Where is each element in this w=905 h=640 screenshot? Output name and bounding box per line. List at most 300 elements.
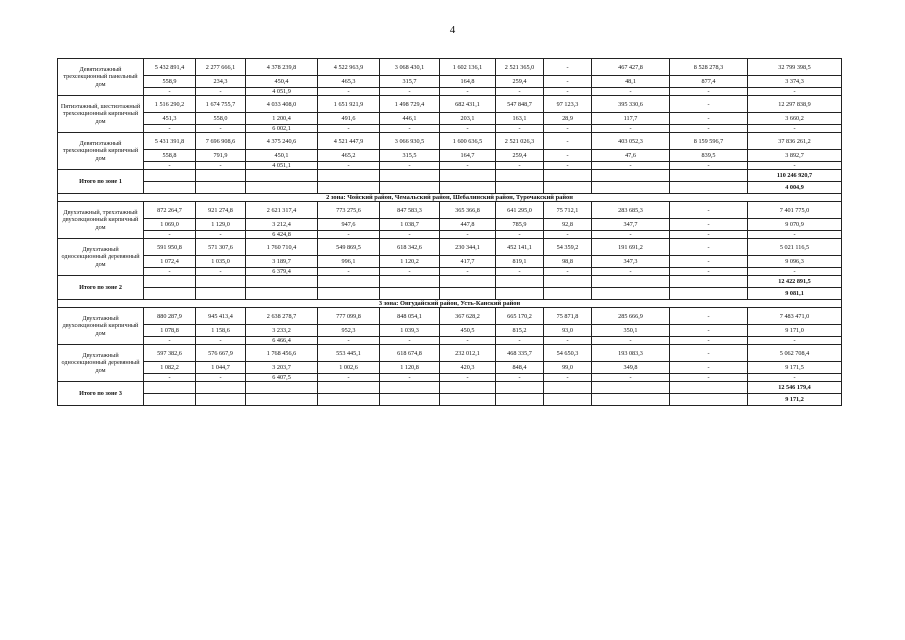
table-cell: 283 685,3	[592, 202, 670, 219]
table-cell: 1 768 456,6	[246, 345, 318, 362]
table-cell: -	[670, 202, 748, 219]
table-cell: -	[544, 374, 592, 382]
empty-cell	[592, 288, 670, 300]
table-cell: 558,0	[196, 113, 246, 125]
table-row	[58, 268, 842, 276]
table-cell: -	[196, 88, 246, 96]
table-cell: 163,1	[496, 113, 544, 125]
empty-cell	[670, 170, 748, 182]
empty-cell	[592, 394, 670, 406]
empty-cell	[440, 182, 496, 194]
table-cell: -	[670, 345, 748, 362]
table-cell: 1 082,2	[144, 362, 196, 374]
table-cell: -	[670, 239, 748, 256]
table-cell: 848,4	[496, 362, 544, 374]
table-row	[58, 362, 842, 374]
table-cell: 1 200,4	[246, 113, 318, 125]
table-cell: -	[670, 96, 748, 113]
table-cell: 1 760 710,4	[246, 239, 318, 256]
table-cell: -	[544, 162, 592, 170]
table-cell: 365 366,8	[440, 202, 496, 219]
empty-cell	[144, 394, 196, 406]
table-cell: -	[592, 125, 670, 133]
table-cell: -	[440, 374, 496, 382]
table-cell: -	[318, 268, 380, 276]
empty-cell	[380, 288, 440, 300]
table-cell: -	[544, 76, 592, 88]
table-cell: 1 158,6	[196, 325, 246, 337]
table-cell: 848 054,1	[380, 308, 440, 325]
empty-cell	[196, 394, 246, 406]
zone-header: 3 зона: Онгудайский район, Усть-Канский район	[58, 300, 842, 308]
table-row	[58, 345, 842, 362]
building-type-label: Двухэтажный односекционный деревянный дом	[58, 345, 144, 382]
zone-total-cost: 12 546 179,4	[748, 382, 842, 394]
table-cell: 839,5	[670, 150, 748, 162]
table-cell: -	[380, 337, 440, 345]
table-cell: 947,6	[318, 219, 380, 231]
empty-cell	[144, 276, 196, 288]
table-cell: -	[144, 268, 196, 276]
table-cell: 450,4	[246, 76, 318, 88]
table-cell: 450,5	[440, 325, 496, 337]
table-cell: 791,9	[196, 150, 246, 162]
table-cell: -	[380, 162, 440, 170]
table-cell: 3 233,2	[246, 325, 318, 337]
table-cell: 491,6	[318, 113, 380, 125]
table-row	[58, 239, 842, 256]
table-cell: -	[670, 268, 748, 276]
table-cell: 7 401 775,0	[748, 202, 842, 219]
empty-cell	[380, 382, 440, 394]
empty-cell	[196, 170, 246, 182]
zone-total-row	[58, 394, 842, 406]
table-cell: 75 871,8	[544, 308, 592, 325]
table-cell: 93,0	[544, 325, 592, 337]
table-cell: 315,5	[380, 150, 440, 162]
table-cell: 1 039,3	[380, 325, 440, 337]
table-row	[58, 59, 842, 76]
table-cell: -	[440, 268, 496, 276]
table-cell: 349,8	[592, 362, 670, 374]
zone-total-per-sqm: 9 081,1	[748, 288, 842, 300]
table-cell: -	[318, 162, 380, 170]
table-cell: 547 848,7	[496, 96, 544, 113]
zone-header-row	[58, 194, 842, 202]
table-row	[58, 325, 842, 337]
building-type-label: Девятиэтажный трехсекционный кирпичный дом	[58, 133, 144, 170]
empty-cell	[380, 182, 440, 194]
table-cell: -	[670, 256, 748, 268]
table-row	[58, 76, 842, 88]
table-cell: 7 696 908,6	[196, 133, 246, 150]
table-cell: 665 170,2	[496, 308, 544, 325]
empty-cell	[318, 288, 380, 300]
table-cell: 641 295,0	[496, 202, 544, 219]
table-cell: -	[496, 125, 544, 133]
table-cell: -	[592, 374, 670, 382]
table-row	[58, 150, 842, 162]
table-cell: 6 424,8	[246, 231, 318, 239]
table-row	[58, 219, 842, 231]
table-cell: 468 335,7	[496, 345, 544, 362]
table-cell: 785,9	[496, 219, 544, 231]
table-cell: 98,8	[544, 256, 592, 268]
zone-total-per-sqm: 4 004,9	[748, 182, 842, 194]
table-cell: 1 120,8	[380, 362, 440, 374]
table-cell: -	[544, 59, 592, 76]
table-cell: -	[380, 231, 440, 239]
table-cell: -	[496, 88, 544, 96]
table-cell: 877,4	[670, 76, 748, 88]
table-cell: -	[670, 231, 748, 239]
empty-cell	[196, 182, 246, 194]
table-cell: 4 051,1	[246, 162, 318, 170]
table-cell: 28,9	[544, 113, 592, 125]
zone-total-row	[58, 170, 842, 182]
empty-cell	[246, 182, 318, 194]
table-cell: 847 583,3	[380, 202, 440, 219]
table-cell: 232 012,1	[440, 345, 496, 362]
empty-cell	[496, 382, 544, 394]
empty-cell	[670, 394, 748, 406]
table-cell: 2 638 278,7	[246, 308, 318, 325]
table-cell: 5 062 708,4	[748, 345, 842, 362]
table-cell: 819,1	[496, 256, 544, 268]
table-cell: 450,1	[246, 150, 318, 162]
table-cell: 6 466,4	[246, 337, 318, 345]
table-cell: 230 344,1	[440, 239, 496, 256]
empty-cell	[440, 288, 496, 300]
table-cell: 9 070,9	[748, 219, 842, 231]
table-cell: 164,8	[440, 76, 496, 88]
table-cell: -	[440, 125, 496, 133]
table-cell: -	[544, 88, 592, 96]
empty-cell	[440, 276, 496, 288]
empty-cell	[496, 394, 544, 406]
table-cell: -	[544, 125, 592, 133]
table-cell: 47,6	[592, 150, 670, 162]
empty-cell	[318, 394, 380, 406]
table-row	[58, 374, 842, 382]
table-cell: -	[748, 268, 842, 276]
empty-cell	[440, 170, 496, 182]
empty-cell	[196, 382, 246, 394]
empty-cell	[380, 394, 440, 406]
table-cell: 9 171,0	[748, 325, 842, 337]
table-cell: 1 516 290,2	[144, 96, 196, 113]
building-type-label: Девятиэтажный трехсекционный панельный дом	[58, 59, 144, 96]
table-cell: -	[544, 268, 592, 276]
table-cell: 8 528 278,3	[670, 59, 748, 76]
table-cell: 3 374,3	[748, 76, 842, 88]
empty-cell	[246, 288, 318, 300]
empty-cell	[496, 288, 544, 300]
table-cell: -	[592, 231, 670, 239]
table-row	[58, 125, 842, 133]
table-cell: 97 123,3	[544, 96, 592, 113]
table-cell: -	[496, 231, 544, 239]
table-cell: 4 051,9	[246, 88, 318, 96]
table-cell: -	[318, 125, 380, 133]
table-cell: 6 407,5	[246, 374, 318, 382]
table-cell: 1 674 755,7	[196, 96, 246, 113]
table-cell: 1 602 136,1	[440, 59, 496, 76]
table-cell: -	[496, 374, 544, 382]
zone-total-per-sqm: 9 171,2	[748, 394, 842, 406]
table-cell: 5 021 116,5	[748, 239, 842, 256]
zone-total-row	[58, 276, 842, 288]
table-cell: 37 836 261,2	[748, 133, 842, 150]
table-cell: -	[670, 374, 748, 382]
table-cell: 3 068 430,1	[380, 59, 440, 76]
table-cell: -	[592, 88, 670, 96]
building-type-label: Пятиэтажный, шестиэтажный трехсекционный кирпичный дом	[58, 96, 144, 133]
table-cell: 1 038,7	[380, 219, 440, 231]
table-cell: 872 264,7	[144, 202, 196, 219]
table-cell: -	[144, 125, 196, 133]
table-cell: 1 072,4	[144, 256, 196, 268]
table-cell: 4 375 240,6	[246, 133, 318, 150]
table-cell: 467 427,8	[592, 59, 670, 76]
table-cell: 420,3	[440, 362, 496, 374]
table-cell: -	[670, 308, 748, 325]
empty-cell	[318, 170, 380, 182]
table-cell: 8 159 596,7	[670, 133, 748, 150]
table-row	[58, 113, 842, 125]
empty-cell	[318, 276, 380, 288]
table-cell: 5 431 391,8	[144, 133, 196, 150]
table-cell: 54 650,3	[544, 345, 592, 362]
table-cell: -	[670, 219, 748, 231]
table-cell: 347,7	[592, 219, 670, 231]
empty-cell	[496, 182, 544, 194]
table-cell: -	[592, 337, 670, 345]
empty-cell	[592, 182, 670, 194]
table-cell: 395 330,6	[592, 96, 670, 113]
table-cell: -	[144, 162, 196, 170]
table-cell: 203,1	[440, 113, 496, 125]
table-cell: 1 002,6	[318, 362, 380, 374]
table-cell: 1 120,2	[380, 256, 440, 268]
zone-total-cost: 110 246 920,7	[748, 170, 842, 182]
table-cell: 191 691,2	[592, 239, 670, 256]
table-row	[58, 308, 842, 325]
table-cell: -	[748, 337, 842, 345]
table-cell: 285 666,9	[592, 308, 670, 325]
table-row	[58, 202, 842, 219]
table-cell: 4 378 239,8	[246, 59, 318, 76]
table-cell: 3 203,7	[246, 362, 318, 374]
table-row	[58, 337, 842, 345]
empty-cell	[670, 182, 748, 194]
table-cell: -	[318, 88, 380, 96]
table-cell: -	[196, 337, 246, 345]
empty-cell	[592, 382, 670, 394]
table-cell: 773 275,6	[318, 202, 380, 219]
table-cell: 7 483 471,0	[748, 308, 842, 325]
table-cell: -	[748, 162, 842, 170]
table-cell: -	[440, 162, 496, 170]
table-cell: 618 342,6	[380, 239, 440, 256]
table-cell: -	[440, 231, 496, 239]
building-type-label: Двухэтажный двухсекционный кирпичный дом	[58, 308, 144, 345]
empty-cell	[592, 276, 670, 288]
empty-cell	[318, 182, 380, 194]
page-number: 4	[449, 24, 456, 36]
table-cell: 465,2	[318, 150, 380, 162]
empty-cell	[144, 288, 196, 300]
zone-total-label: Итого по зоне 3	[58, 382, 144, 406]
table-cell: -	[144, 231, 196, 239]
table-cell: 4 033 408,0	[246, 96, 318, 113]
table-cell: -	[496, 268, 544, 276]
table-cell: 576 667,9	[196, 345, 246, 362]
zone-total-cost: 12 422 891,5	[748, 276, 842, 288]
table-cell: 1 044,7	[196, 362, 246, 374]
table-cell: 880 287,9	[144, 308, 196, 325]
table-cell: 2 521 026,3	[496, 133, 544, 150]
table-cell: 1 035,0	[196, 256, 246, 268]
table-cell: -	[748, 231, 842, 239]
empty-cell	[246, 276, 318, 288]
table-cell: -	[380, 88, 440, 96]
table-cell: 350,1	[592, 325, 670, 337]
table-cell: 6 002,1	[246, 125, 318, 133]
table-cell: 558,8	[144, 150, 196, 162]
table-cell: 777 099,8	[318, 308, 380, 325]
table-cell: 417,7	[440, 256, 496, 268]
empty-cell	[544, 382, 592, 394]
table-cell: -	[380, 125, 440, 133]
empty-cell	[196, 288, 246, 300]
table-cell: 32 799 398,5	[748, 59, 842, 76]
table-cell: 921 274,8	[196, 202, 246, 219]
table-row	[58, 88, 842, 96]
empty-cell	[670, 382, 748, 394]
empty-cell	[544, 276, 592, 288]
table-cell: 99,0	[544, 362, 592, 374]
table-cell: -	[318, 337, 380, 345]
empty-cell	[246, 170, 318, 182]
table-cell: -	[196, 374, 246, 382]
empty-cell	[544, 170, 592, 182]
table-cell: 4 521 447,9	[318, 133, 380, 150]
zone-header-row	[58, 300, 842, 308]
table-row	[58, 256, 842, 268]
empty-cell	[544, 394, 592, 406]
table-cell: -	[592, 268, 670, 276]
table-cell: -	[544, 133, 592, 150]
table-cell: 315,7	[380, 76, 440, 88]
table-cell: -	[670, 337, 748, 345]
table-cell: 1 651 921,9	[318, 96, 380, 113]
table-cell: -	[196, 231, 246, 239]
table-cell: 347,3	[592, 256, 670, 268]
table-cell: -	[670, 325, 748, 337]
table-cell: 452 141,1	[496, 239, 544, 256]
empty-cell	[670, 276, 748, 288]
table-cell: 259,4	[496, 150, 544, 162]
table-cell: 451,3	[144, 113, 196, 125]
table-cell: -	[496, 337, 544, 345]
table-cell: -	[496, 162, 544, 170]
table-cell: 75 712,1	[544, 202, 592, 219]
table-cell: -	[318, 231, 380, 239]
table-cell: 234,3	[196, 76, 246, 88]
table-cell: -	[748, 374, 842, 382]
empty-cell	[144, 382, 196, 394]
table-cell: 447,8	[440, 219, 496, 231]
table-cell: -	[670, 125, 748, 133]
table-cell: 403 052,3	[592, 133, 670, 150]
table-cell: 12 297 838,9	[748, 96, 842, 113]
empty-cell	[380, 276, 440, 288]
table-cell: -	[544, 150, 592, 162]
table-cell: -	[144, 337, 196, 345]
table-cell: 2 277 666,1	[196, 59, 246, 76]
table-cell: 558,9	[144, 76, 196, 88]
empty-cell	[380, 170, 440, 182]
table-cell: 3 066 930,5	[380, 133, 440, 150]
table-cell: 1 600 636,5	[440, 133, 496, 150]
table-cell: 9 171,5	[748, 362, 842, 374]
empty-cell	[496, 170, 544, 182]
table-cell: 553 445,1	[318, 345, 380, 362]
table-cell: 996,1	[318, 256, 380, 268]
table-cell: -	[440, 88, 496, 96]
table-cell: 549 869,5	[318, 239, 380, 256]
zone-total-row	[58, 382, 842, 394]
table-cell: 48,1	[592, 76, 670, 88]
table-cell: 6 379,4	[246, 268, 318, 276]
table-cell: -	[196, 268, 246, 276]
table-cell: 815,2	[496, 325, 544, 337]
table-cell: -	[380, 374, 440, 382]
table-cell: -	[592, 162, 670, 170]
table-cell: -	[670, 362, 748, 374]
table-cell: 571 307,6	[196, 239, 246, 256]
empty-cell	[246, 382, 318, 394]
table-cell: 597 382,6	[144, 345, 196, 362]
table-cell: -	[748, 125, 842, 133]
empty-cell	[544, 182, 592, 194]
empty-cell	[246, 394, 318, 406]
table-cell: 259,4	[496, 76, 544, 88]
building-type-label: Двухэтажный, трехэтажный двухсекционный кирпичный дом	[58, 202, 144, 239]
table-cell: 164,7	[440, 150, 496, 162]
table-cell: -	[144, 88, 196, 96]
table-cell: 3 189,7	[246, 256, 318, 268]
table-cell: 193 083,3	[592, 345, 670, 362]
table-cell: 1 078,8	[144, 325, 196, 337]
table-cell: -	[144, 374, 196, 382]
zone-total-row	[58, 288, 842, 300]
table-cell: 465,3	[318, 76, 380, 88]
table-row	[58, 231, 842, 239]
table-cell: 1 129,0	[196, 219, 246, 231]
table-row	[58, 133, 842, 150]
table-cell: 2 521 365,0	[496, 59, 544, 76]
table-cell: -	[196, 125, 246, 133]
empty-cell	[144, 170, 196, 182]
table-cell: 367 628,2	[440, 308, 496, 325]
cost-table	[57, 58, 842, 406]
empty-cell	[144, 182, 196, 194]
empty-cell	[496, 276, 544, 288]
table-row	[58, 162, 842, 170]
table-cell: 3 892,7	[748, 150, 842, 162]
